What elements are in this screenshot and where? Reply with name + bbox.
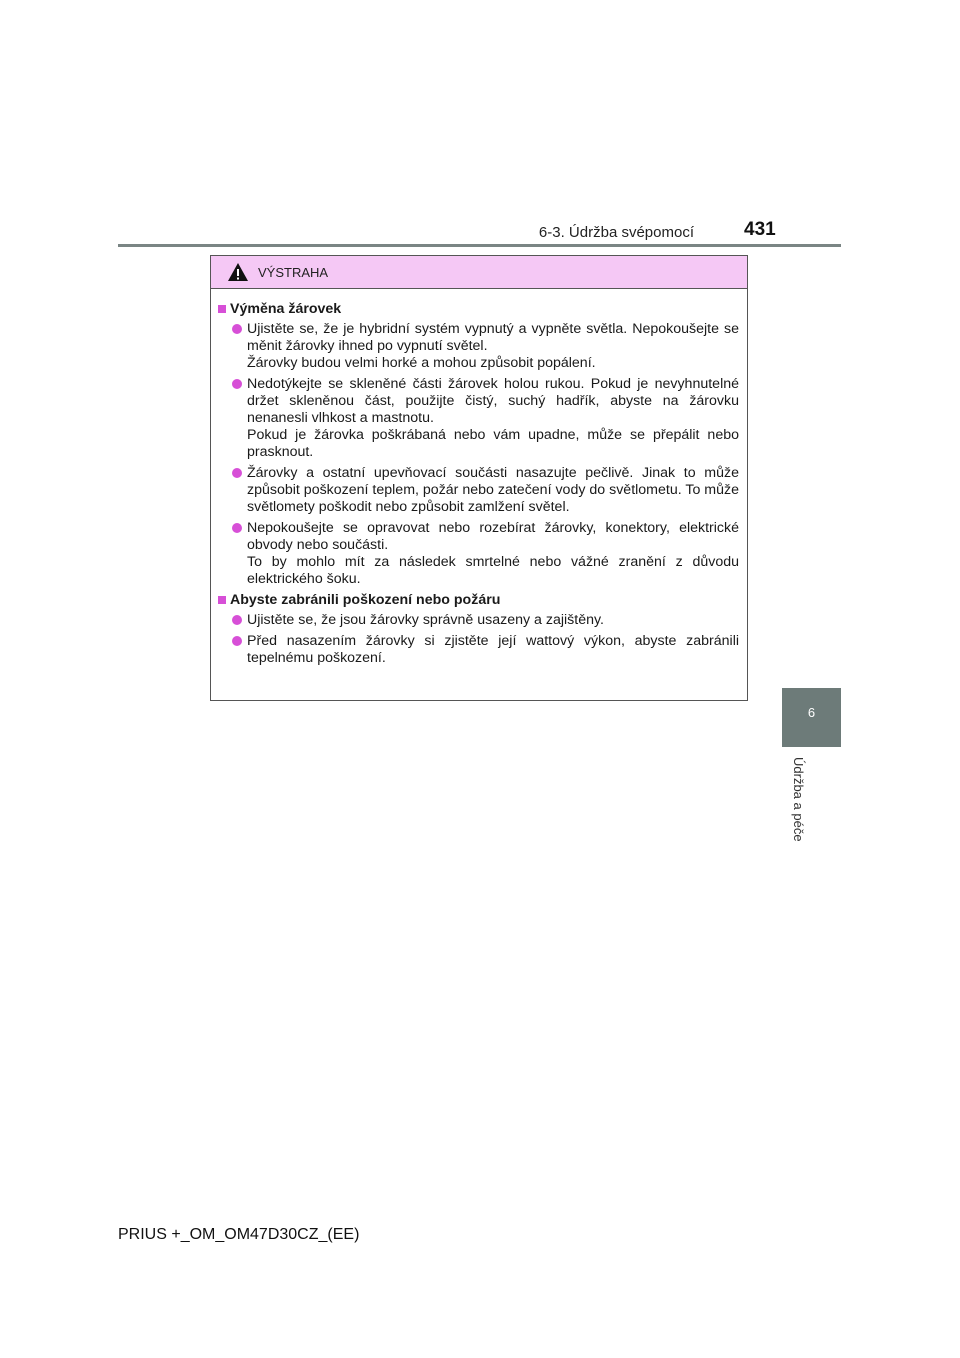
paragraph: Ujistěte se, že jsou žárovky správně usazeny a zajištěny. [247, 612, 604, 628]
list-item-text [247, 612, 739, 629]
warning-triangle-icon [227, 262, 249, 282]
circle-bullet-icon [232, 324, 242, 334]
paragraph: To by mohlo mít za následek smrtelné nebo vážné zranění z důvodu elektrického šoku. [247, 554, 739, 587]
section-heading-text: Výměna žárovek [230, 301, 342, 317]
header-divider [118, 244, 841, 247]
list-item-text [247, 376, 739, 461]
list-item [232, 465, 739, 516]
paragraph: Pokud je žárovka poškrábaná nebo vám upadne, může se přepálit nebo prasknout. [247, 427, 739, 460]
warning-body [211, 289, 747, 667]
list-item-text [247, 465, 739, 516]
page-number: 431 [744, 219, 776, 240]
circle-bullet-icon [232, 615, 242, 625]
paragraph: Před nasazením žárovky si zjistěte její wattový výkon, abyste zabránili tepelnému poškození. [247, 633, 739, 666]
chapter-tab [782, 688, 841, 747]
section-heading [218, 592, 739, 609]
list-item-text [247, 520, 739, 588]
circle-bullet-icon [232, 636, 242, 646]
paragraph: Ujistěte se, že je hybridní systém vypnutý a vypněte světla. Nepokoušejte se měnit žárovky ihned po vypnutí světel. [247, 321, 739, 354]
circle-bullet-icon [232, 468, 242, 478]
document-code: PRIUS +_OM_OM47D30CZ_(EE) [118, 1226, 360, 1243]
list-item-text [247, 633, 739, 667]
circle-bullet-icon [232, 379, 242, 389]
list-item [232, 376, 739, 461]
chapter-number: 6 [807, 705, 816, 720]
square-bullet-icon [218, 596, 226, 604]
warning-title: VÝSTRAHA [258, 264, 329, 280]
paragraph: Žárovky a ostatní upevňovací součásti nasazujte pečlivě. Jinak to může způsobit poškození teplem, požár nebo zatečení vody do světlometu. To může světlomety poškodit nebo způsobit zamlžení světel. [247, 465, 739, 515]
list-item [232, 520, 739, 588]
warning-header [211, 256, 747, 289]
paragraph: Nedotýkejte se skleněné části žárovek holou rukou. Pokud je nevyhnutelné držet skleněnou část, použijte čistý, suchý hadřík, abyste na žárovku nenanesli vlhkost a mastnotu. [247, 376, 739, 426]
list-item [232, 633, 739, 667]
list-item [232, 612, 739, 629]
section-heading [218, 301, 739, 318]
square-bullet-icon [218, 305, 226, 313]
chapter-label: Údržba a péče [791, 757, 806, 842]
section-title: 6-3. Údržba svépomocí [538, 224, 694, 241]
circle-bullet-icon [232, 523, 242, 533]
list-item [232, 321, 739, 372]
warning-box [210, 255, 748, 701]
paragraph: Nepokoušejte se opravovat nebo rozebírat žárovky, konektory, elektrické obvody nebo součásti. [247, 520, 739, 553]
section-heading-text: Abyste zabránili poškození nebo požáru [230, 592, 501, 608]
paragraph: Žárovky budou velmi horké a mohou způsobit popálení. [247, 355, 596, 371]
list-item-text [247, 321, 739, 372]
